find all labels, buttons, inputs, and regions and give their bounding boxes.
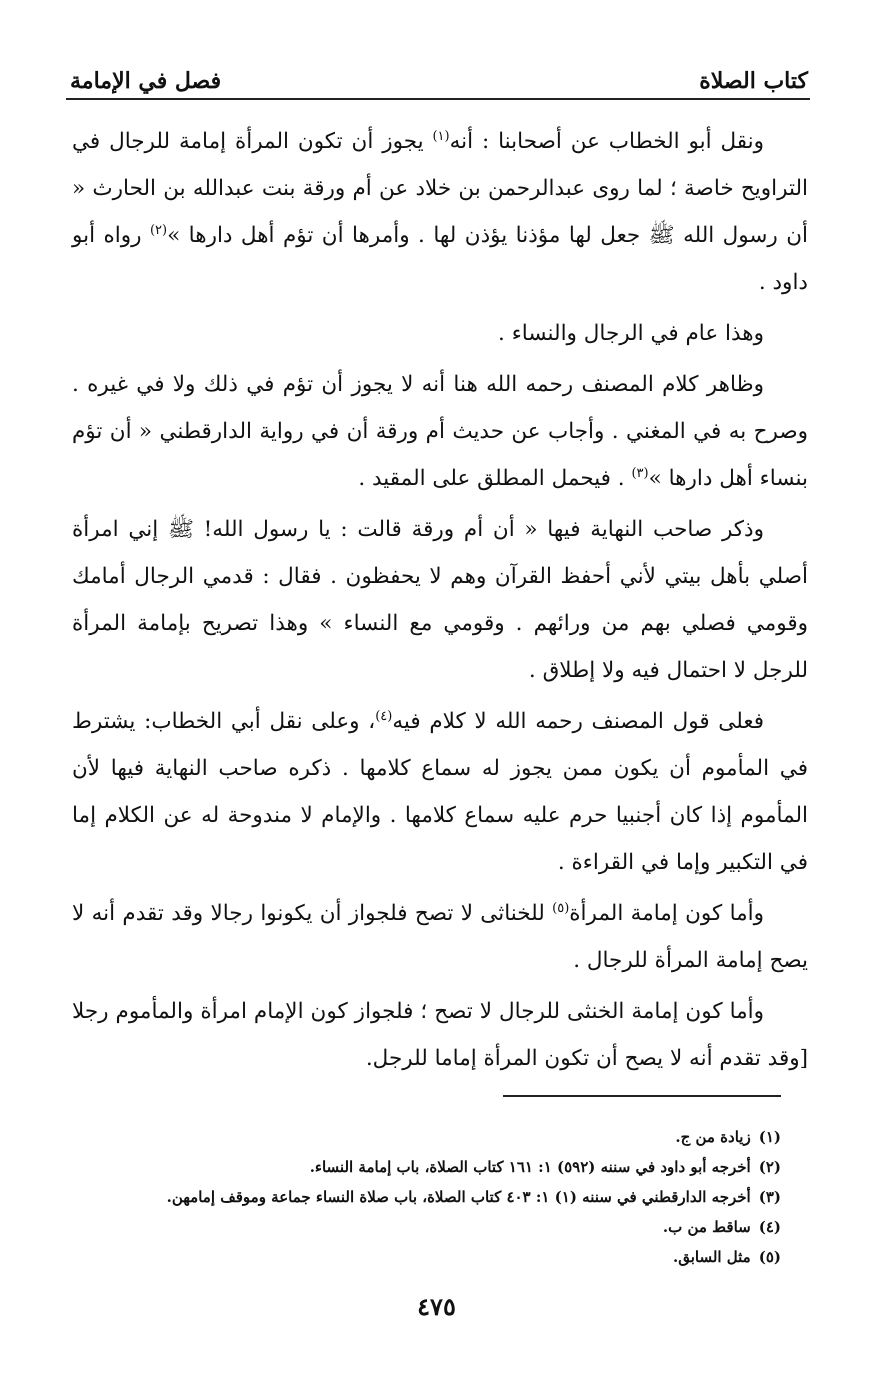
paragraph-text: للخناثى لا تصح فلجواز أن يكونوا رجالا وقد تقدم أنه لا يصح إمامة المرأة للرجال . — [72, 901, 808, 973]
paragraph — [72, 310, 808, 357]
paragraph — [72, 118, 808, 306]
footnote-text: زيادة من ج. — [675, 1128, 751, 1146]
page-number: ٤٧٥ — [417, 1292, 456, 1321]
footnote-number: (٢) — [758, 1158, 781, 1176]
paragraph-text: وذكر صاحب النهاية فيها « أن أم ورقة قالت : يا رسول الله! ﷺ إني امرأة أصلي بأهل بيتي لأني أحفظ القرآن وهم لا يحفظون . فقال : قدمي الرجال أمامك وقومي فصلي بهم من ورائهم . وقومي مع النساء » وهذا تصريح بإمامة المرأة للرجل لا احتمال فيه ولا إطلاق . — [72, 517, 808, 683]
paragraph — [72, 698, 808, 886]
paragraph-text: وظاهر كلام المصنف رحمه الله هنا أنه لا يجوز أن تؤم في ذلك ولا في غيره . وصرح به في المغني . وأجاب عن حديث أم ورقة أن في رواية الدارقطني « أن تؤم بنساء أهل دارها » — [72, 372, 808, 491]
paragraph-text: وأما كون إمامة الخنثى للرجال لا تصح ؛ فلجواز كون الإمام امرأة والمأموم رجلا [وقد تقدم أنه لا يصح أن تكون المرأة إماما للرجل. — [72, 999, 808, 1071]
paragraph — [72, 890, 808, 984]
paragraph-text: وهذا عام في الرجال والنساء . — [498, 321, 764, 346]
footnote-number: (١) — [758, 1128, 781, 1146]
paragraph-text: ونقل أبو الخطاب عن أصحابنا : أنه — [449, 129, 764, 154]
header-rule — [66, 98, 810, 100]
footnote-text: ساقط من ب. — [662, 1218, 751, 1236]
footnote-ref[interactable]: (٤) — [375, 708, 393, 724]
footnote-text: أخرجه أبو داود في سننه (٥٩٢) ١: ١٦١ كتاب الصلاة، باب إمامة النساء. — [309, 1158, 751, 1176]
footnote-ref[interactable]: (١) — [432, 128, 450, 144]
paragraph-text: فعلى قول المصنف رحمه الله لا كلام فيه — [392, 709, 764, 734]
chapter-title: فصل في الإمامة — [70, 68, 222, 94]
footnote-number: (٤) — [758, 1218, 781, 1236]
footnote-ref[interactable]: (٥) — [552, 900, 570, 916]
paragraph — [72, 506, 808, 694]
footnote-item — [101, 1212, 781, 1242]
footnote-item — [101, 1242, 781, 1272]
book-title: كتاب الصلاة — [699, 68, 808, 94]
paragraph — [72, 361, 808, 502]
footnote-text: مثل السابق. — [672, 1248, 751, 1266]
footnote-item — [101, 1122, 781, 1152]
paragraph-text: رواه أبو داود . — [72, 223, 808, 295]
footnote-ref[interactable]: (٢) — [149, 222, 168, 238]
footnote-rule — [503, 1095, 781, 1097]
footnote-item — [101, 1152, 781, 1182]
paragraph-text: يجوز أن تكون المرأة إمامة للرجال في التراويح خاصة ؛ لما روى عبدالرحمن بن خلاد عن أم ورقة بنت عبدالله بن الحارث « أن رسول الله ﷺ جعل لها مؤذنا يؤذن لها . وأمرها أن تؤم أهل دارها » — [72, 129, 808, 248]
footnotes — [101, 1122, 781, 1272]
footnote-number: (٥) — [758, 1248, 781, 1266]
paragraph-text: وأما كون إمامة المرأة — [569, 901, 764, 926]
footnote-item — [101, 1182, 781, 1212]
paragraph — [72, 988, 808, 1082]
body-text — [72, 118, 808, 1082]
paragraph-text: ، وعلى نقل أبي الخطاب: يشترط في المأموم أن يكون ممن يجوز له سماع كلامها . ذكره صاحب النهاية فيها لأن المأموم إذا كان أجنبيا حرم عليه سماع كلامها . والإمام لا مندوحة له عن الكلام إما في التكبير وإما في القراءة . — [72, 709, 808, 875]
footnote-ref[interactable]: (٣) — [631, 465, 649, 481]
footnote-number: (٣) — [758, 1188, 781, 1206]
paragraph-text: . فيحمل المطلق على المقيد . — [358, 466, 632, 491]
footnote-text: أخرجه الدارقطني في سننه (١) ١: ٤٠٣ كتاب الصلاة، باب صلاة النساء جماعة وموقف إمامهن. — [166, 1188, 751, 1206]
running-header — [70, 54, 808, 94]
